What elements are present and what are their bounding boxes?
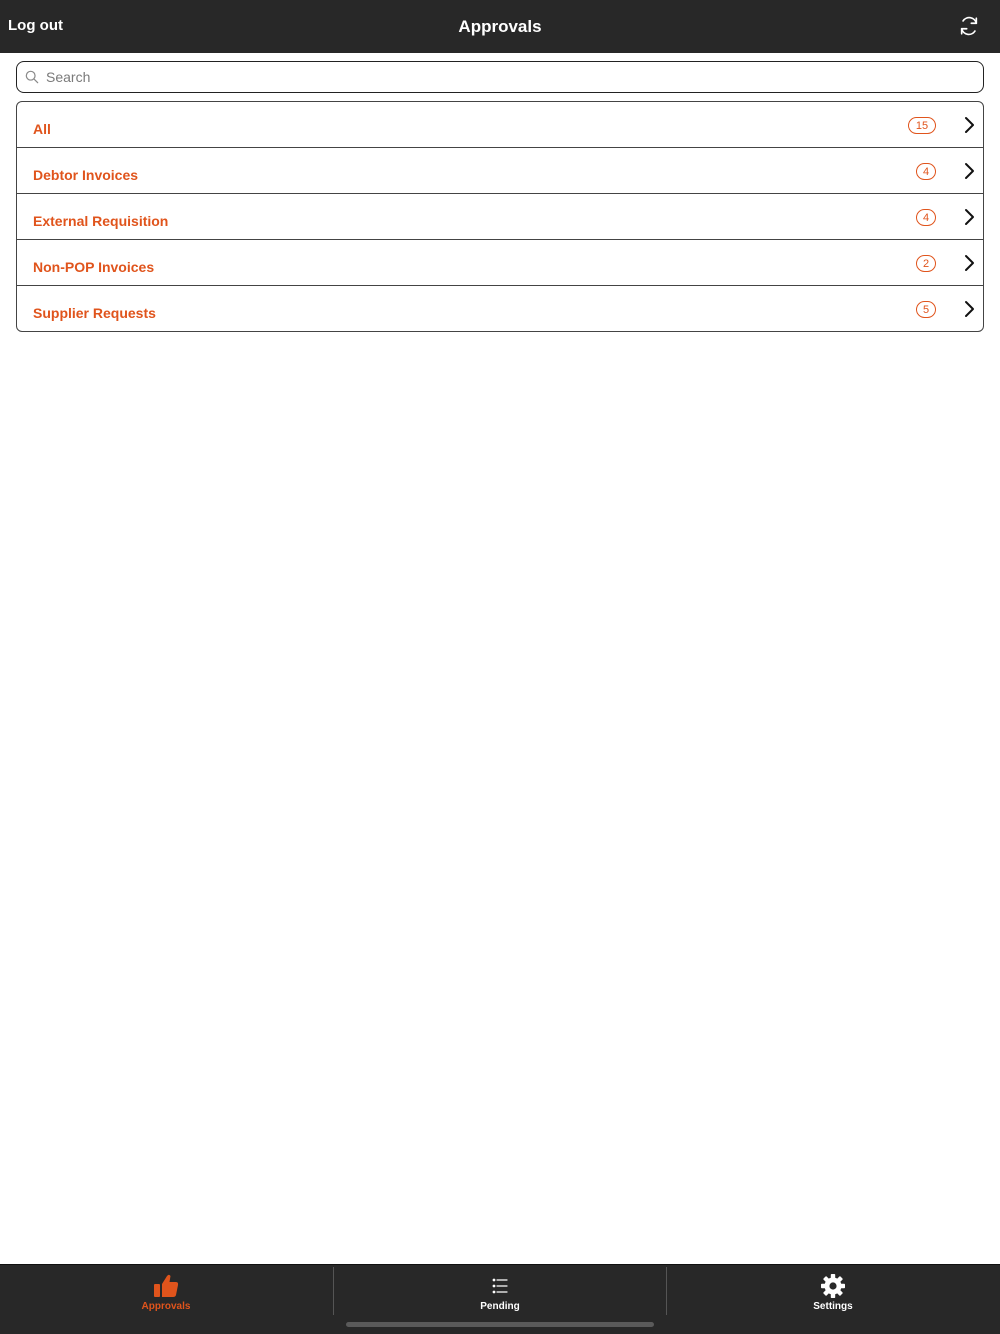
home-indicator (346, 1322, 654, 1327)
page-title: Approvals (458, 17, 542, 36)
refresh-icon[interactable] (958, 15, 980, 37)
category-row-supplier-requests[interactable] (17, 286, 983, 331)
tab-label: Settings (813, 1301, 853, 1312)
chevron-right-icon (963, 162, 975, 180)
approval-category-list (16, 101, 984, 332)
tab-label: Approvals (141, 1301, 191, 1312)
category-label: Non-POP Invoices (33, 259, 155, 275)
tab-label: Pending (480, 1301, 520, 1312)
list-icon (486, 1273, 514, 1299)
count-badge: 5 (916, 301, 936, 318)
category-row-external-requisition[interactable] (17, 194, 983, 240)
top-navigation-bar (0, 0, 1000, 53)
count-badge: 4 (916, 209, 936, 226)
category-row-all[interactable] (17, 102, 983, 148)
count-badge: 4 (916, 163, 936, 180)
tab-approvals[interactable] (0, 1265, 332, 1315)
logout-button[interactable]: Log out (8, 17, 63, 34)
bottom-tab-bar (0, 1264, 1000, 1334)
chevron-right-icon (963, 300, 975, 318)
thumbs-up-icon (152, 1273, 180, 1299)
category-label: Supplier Requests (33, 305, 156, 321)
category-row-debtor-invoices[interactable] (17, 148, 983, 194)
gear-icon (819, 1273, 847, 1299)
category-label: All (33, 121, 51, 137)
search-icon (25, 70, 39, 84)
chevron-right-icon (963, 208, 975, 226)
count-badge: 15 (908, 117, 936, 134)
search-input[interactable] (46, 62, 966, 92)
chevron-right-icon (963, 254, 975, 272)
search-bar (16, 61, 984, 93)
category-label: Debtor Invoices (33, 167, 139, 183)
tab-settings[interactable] (667, 1265, 999, 1315)
chevron-right-icon (963, 116, 975, 134)
tab-pending[interactable] (334, 1265, 666, 1315)
category-label: External Requisition (33, 213, 169, 229)
category-row-non-pop-invoices[interactable] (17, 240, 983, 286)
count-badge: 2 (916, 255, 936, 272)
